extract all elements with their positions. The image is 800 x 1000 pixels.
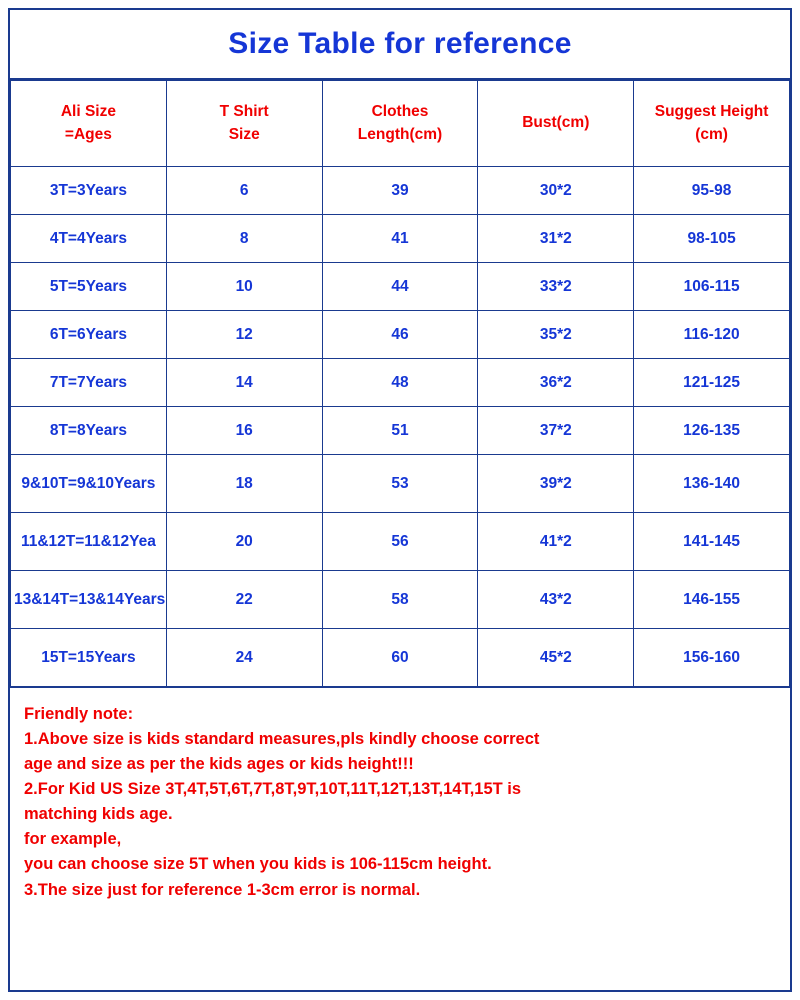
cell-ali-size: 11&12T=11&12Yea xyxy=(11,513,167,571)
cell-suggest-height: 106-115 xyxy=(634,263,790,311)
cell-suggest-height: 146-155 xyxy=(634,571,790,629)
note-line: age and size as per the kids ages or kids height!!! xyxy=(24,755,414,774)
cell-bust: 33*2 xyxy=(478,263,634,311)
table-row xyxy=(11,629,790,687)
cell-suggest-height: 136-140 xyxy=(634,455,790,513)
table-row xyxy=(11,513,790,571)
cell-bust: 37*2 xyxy=(478,407,634,455)
cell-tshirt-size: 18 xyxy=(166,455,322,513)
cell-clothes-length: 60 xyxy=(322,629,478,687)
cell-ali-size: 13&14T=13&14Years xyxy=(11,571,167,629)
note-line: 2.For Kid US Size 3T,4T,5T,6T,7T,8T,9T,10T,11T,12T,13T,14T,15T is xyxy=(24,780,522,799)
note-line: matching kids age. xyxy=(24,805,173,824)
column-header-suggest-height-line2: (cm) xyxy=(695,125,728,143)
table-body xyxy=(11,167,790,687)
cell-bust: 36*2 xyxy=(478,359,634,407)
cell-ali-size: 5T=5Years xyxy=(11,263,167,311)
cell-tshirt-size: 24 xyxy=(166,629,322,687)
table-row xyxy=(11,571,790,629)
column-header-ali-size-line1: Ali Size xyxy=(60,103,116,121)
cell-tshirt-size: 20 xyxy=(166,513,322,571)
cell-clothes-length: 51 xyxy=(322,407,478,455)
cell-clothes-length: 39 xyxy=(322,167,478,215)
cell-tshirt-size: 10 xyxy=(166,263,322,311)
chart-frame xyxy=(8,8,792,992)
column-header-tshirt-size-line2: Size xyxy=(228,125,260,143)
cell-ali-size: 3T=3Years xyxy=(11,167,167,215)
cell-suggest-height: 126-135 xyxy=(634,407,790,455)
cell-ali-size: 15T=15Years xyxy=(11,629,167,687)
title-bar xyxy=(10,10,790,80)
cell-ali-size: 9&10T=9&10Years xyxy=(11,455,167,513)
note-line: 1.Above size is kids standard measures,pls kindly choose correct xyxy=(24,730,540,749)
column-header-suggest-height-line1: Suggest Height xyxy=(654,103,769,121)
cell-tshirt-size: 22 xyxy=(166,571,322,629)
cell-clothes-length: 44 xyxy=(322,263,478,311)
cell-bust: 35*2 xyxy=(478,311,634,359)
column-header-tshirt-size-line1: T Shirt xyxy=(219,103,269,121)
page-title: Size Table for reference xyxy=(228,27,572,60)
column-header-suggest-height xyxy=(634,81,790,167)
column-header-tshirt-size xyxy=(166,81,322,167)
cell-bust: 30*2 xyxy=(478,167,634,215)
cell-ali-size: 7T=7Years xyxy=(11,359,167,407)
friendly-note-section xyxy=(10,687,790,990)
cell-ali-size: 4T=4Years xyxy=(11,215,167,263)
note-line: you can choose size 5T when you kids is 106-115cm height. xyxy=(24,855,492,874)
size-table xyxy=(10,80,790,687)
cell-tshirt-size: 6 xyxy=(166,167,322,215)
cell-bust: 31*2 xyxy=(478,215,634,263)
cell-clothes-length: 48 xyxy=(322,359,478,407)
cell-bust: 45*2 xyxy=(478,629,634,687)
cell-tshirt-size: 16 xyxy=(166,407,322,455)
cell-suggest-height: 98-105 xyxy=(634,215,790,263)
column-header-bust-line1: Bust(cm) xyxy=(522,114,590,132)
table-header-row xyxy=(11,81,790,167)
cell-ali-size: 6T=6Years xyxy=(11,311,167,359)
table-row xyxy=(11,215,790,263)
column-header-bust xyxy=(478,81,634,167)
table-row xyxy=(11,359,790,407)
cell-tshirt-size: 12 xyxy=(166,311,322,359)
cell-suggest-height: 116-120 xyxy=(634,311,790,359)
cell-bust: 39*2 xyxy=(478,455,634,513)
cell-suggest-height: 141-145 xyxy=(634,513,790,571)
table-row xyxy=(11,167,790,215)
cell-bust: 43*2 xyxy=(478,571,634,629)
cell-clothes-length: 58 xyxy=(322,571,478,629)
column-header-clothes-length-line1: Clothes xyxy=(371,103,429,121)
cell-bust: 41*2 xyxy=(478,513,634,571)
column-header-clothes-length-line2: Length(cm) xyxy=(357,125,443,143)
table-row xyxy=(11,407,790,455)
table-row xyxy=(11,455,790,513)
table-row xyxy=(11,263,790,311)
cell-clothes-length: 41 xyxy=(322,215,478,263)
column-header-ali-size-line2: =Ages xyxy=(64,125,112,143)
cell-clothes-length: 53 xyxy=(322,455,478,513)
cell-tshirt-size: 8 xyxy=(166,215,322,263)
cell-suggest-height: 121-125 xyxy=(634,359,790,407)
column-header-clothes-length xyxy=(322,81,478,167)
cell-tshirt-size: 14 xyxy=(166,359,322,407)
column-header-ali-size xyxy=(11,81,167,167)
cell-suggest-height: 95-98 xyxy=(634,167,790,215)
cell-clothes-length: 56 xyxy=(322,513,478,571)
cell-suggest-height: 156-160 xyxy=(634,629,790,687)
note-heading: Friendly note: xyxy=(24,705,134,723)
cell-clothes-length: 46 xyxy=(322,311,478,359)
table-head xyxy=(11,81,790,167)
note-line: 3.The size just for reference 1-3cm error is normal. xyxy=(24,880,421,899)
table-row xyxy=(11,311,790,359)
cell-ali-size: 8T=8Years xyxy=(11,407,167,455)
note-line: for example, xyxy=(24,830,122,849)
